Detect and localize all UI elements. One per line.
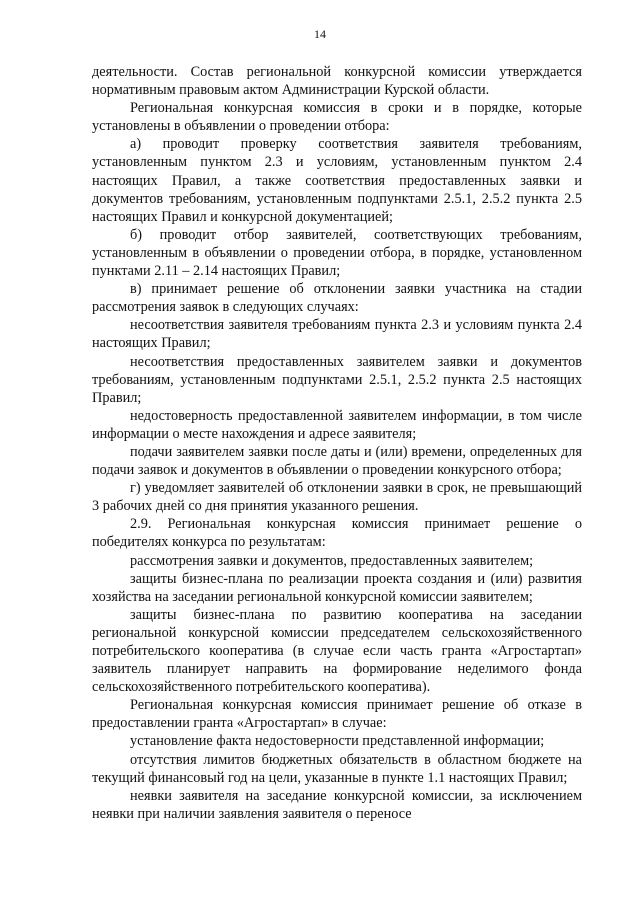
paragraph: 2.9. Региональная конкурсная комиссия принимает решение о победителях конкурса по результатам: — [92, 516, 582, 551]
paragraph: деятельности. Состав региональной конкурсной комиссии утверждается нормативным правовым актом Администрации Курской области. — [92, 64, 582, 99]
paragraph: Региональная конкурсная комиссия принимает решение об отказе в предоставлении гранта «Агростартап» в случае: — [92, 697, 582, 732]
paragraph: защиты бизнес-плана по развитию кооператива на заседании региональной конкурсной комиссии председателем сельскохозяйственного потребительского кооператива (в случае если часть гранта «Агростартап» заявитель планирует направить на формирование неделимого фонда сельскохозяйственного потребительского кооператива). — [92, 606, 582, 696]
paragraph: подачи заявителем заявки после даты и (или) времени, определенных для подачи заявок и документов в объявлении о проведении конкурсного отбора; — [92, 443, 582, 479]
paragraph: защиты бизнес-плана по реализации проекта создания и (или) развития хозяйства на заседании региональной конкурсной комиссии заявителем; — [92, 570, 582, 605]
paragraph: недостоверность предоставленной заявителем информации, в том числе информации о месте нахождения и адресе заявителя; — [92, 407, 582, 442]
paragraph: установление факта недостоверности представленной информации; — [130, 733, 545, 750]
paragraph: несоответствия заявителя требованиям пункта 2.3 и условиям пункта 2.4 настоящих Правил; — [92, 317, 582, 352]
paragraph: неявки заявителя на заседание конкурсной комиссии, за исключением неявки при наличии заявления заявителя о переносе — [92, 787, 582, 822]
paragraph: а) проводит проверку соответствия заявителя требованиям, установленным пунктом 2.3 и условиям, установленным пунктом 2.4 настоящих Правил, а также соответствия предоставленных заявки и документов требованиям, установленным подпунктами 2.5.1, 2.5.2 пункта 2.5 настоящих Правил и конкурсной документацией; — [92, 136, 582, 225]
paragraph: г) уведомляет заявителей об отклонении заявки в срок, не превышающий 3 рабочих дней со дня принятия указанного решения. — [92, 480, 582, 515]
paragraph: Региональная конкурсная комиссия в сроки и в порядке, которые установлены в объявлении о проведении отбора: — [92, 100, 582, 135]
paragraph: несоответствия предоставленных заявителем заявки и документов требованиям, установленным подпунктами 2.5.1, 2.5.2 пункта 2.5 настоящих Правил; — [92, 353, 582, 406]
paragraph: в) принимает решение об отклонении заявки участника на стадии рассмотрения заявок в следующих случаях: — [92, 281, 582, 316]
paragraph: рассмотрения заявки и документов, предоставленных заявителем; — [130, 552, 534, 569]
paragraph: отсутствия лимитов бюджетных обязательств в областном бюджете на текущий финансовый год на цели, указанные в пункте 1.1 настоящих Правил; — [92, 751, 582, 786]
paragraph: б) проводит отбор заявителей, соответствующих требованиям, установленным в объявлении о проведении отбора, в порядке, установленном пунктами 2.11 – 2.14 настоящих Правил; — [92, 226, 582, 280]
page-number: 14 — [314, 27, 326, 41]
document-body — [92, 63, 582, 823]
